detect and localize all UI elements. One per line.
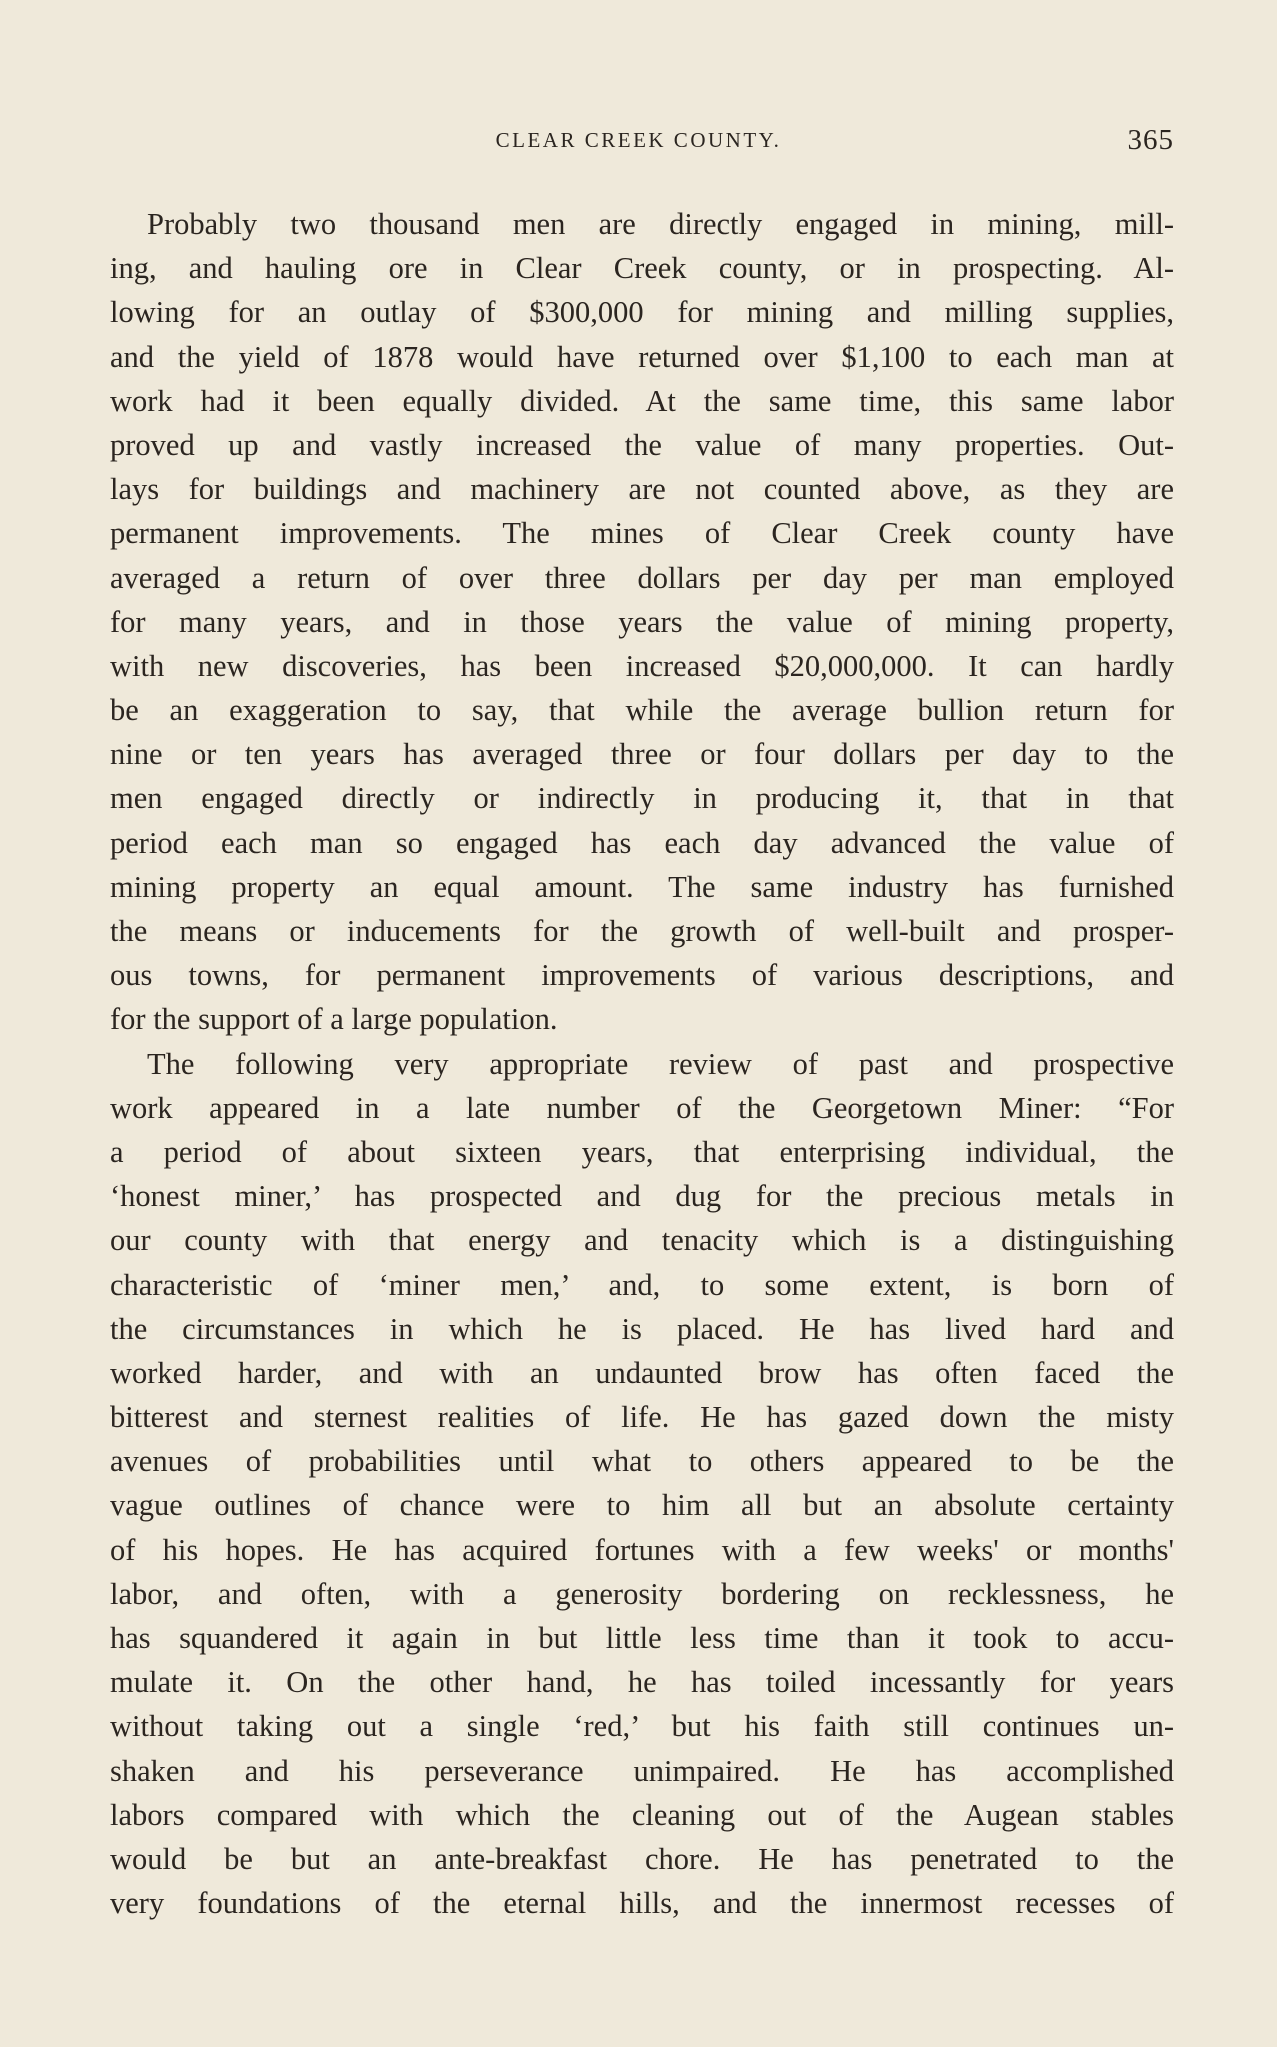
text-line: our county with that energy and tenacity which is a distinguishing [110, 1223, 1174, 1258]
text-line: averaged a return of over three dollars per day per man employed [110, 560, 1174, 595]
text-line: the means or inducements for the growth of well-built and prosper- [110, 914, 1174, 948]
text-line: ing, and hauling ore in Clear Creek county, or in prospecting. Al- [110, 251, 1174, 286]
text-line: work appeared in a late number of the Georgetown Miner: “For [110, 1090, 1174, 1125]
running-head [0, 124, 1277, 156]
text-line: Probably two thousand men are directly engaged in mining, mill- [147, 207, 1174, 241]
text-line: worked harder, and with an undaunted brow has often faced the [110, 1355, 1174, 1390]
body-text [110, 202, 1174, 1925]
text-line: The following very appropriate review of past and prospective [147, 1046, 1174, 1081]
text-line: period each man so engaged has each day advanced the value of [110, 825, 1174, 860]
text-line: lowing for an outlay of $300,000 for mining and milling supplies, [110, 295, 1174, 330]
text-line: avenues of probabilities until what to others appeared to be the [110, 1444, 1174, 1479]
text-line: has squandered it again in but little less time than it took to accu- [110, 1621, 1174, 1655]
text-line: ‘honest miner,’ has prospected and dug for the precious metals in [110, 1179, 1174, 1214]
text-line: nine or ten years has averaged three or four dollars per day to the [110, 737, 1174, 772]
text-line: mining property an equal amount. The same industry has furnished [110, 869, 1174, 904]
text-line: vague outlines of chance were to him all but an absolute certainty [110, 1488, 1174, 1523]
text-line: shaken and his perseverance unimpaired. He has accomplished [110, 1753, 1174, 1788]
text-line: work had it been equally divided. At the same time, this same labor [110, 383, 1174, 418]
running-title: CLEAR CREEK COUNTY. [495, 128, 782, 152]
text-line: and the yield of 1878 would have returned over $1,100 to each man at [110, 339, 1174, 374]
text-line: proved up and vastly increased the value of many properties. Out- [110, 427, 1174, 462]
text-line: for many years, and in those years the value of mining property, [110, 604, 1174, 639]
text-line: be an exaggeration to say, that while the average bullion return for [110, 693, 1174, 728]
text-line: labor, and often, with a generosity bordering on recklessness, he [110, 1576, 1174, 1611]
text-line: without taking out a single ‘red,’ but his faith still continues un- [110, 1709, 1174, 1744]
text-line: for the support of a large population. [110, 1002, 558, 1037]
text-line: a period of about sixteen years, that enterprising individual, the [110, 1134, 1174, 1169]
text-line: very foundations of the eternal hills, and the innermost recesses of [110, 1886, 1174, 1921]
text-line: of his hopes. He has acquired fortunes with a few weeks' or months' [110, 1532, 1174, 1567]
text-line: would be but an ante-breakfast chore. He has penetrated to the [110, 1841, 1174, 1876]
text-line: bitterest and sternest realities of life. He has gazed down the misty [110, 1400, 1174, 1435]
text-line: labors compared with which the cleaning out of the Augean stables [110, 1797, 1174, 1832]
text-line: lays for buildings and machinery are not counted above, as they are [110, 472, 1174, 507]
page-number: 365 [1127, 124, 1174, 156]
text-line: permanent improvements. The mines of Clear Creek county have [110, 516, 1174, 551]
text-line: with new discoveries, has been increased $20,000,000. It can hardly [110, 648, 1174, 683]
text-line: characteristic of ‘miner men,’ and, to some extent, is born of [110, 1267, 1174, 1302]
text-line: ous towns, for permanent improvements of various descriptions, and [110, 958, 1174, 993]
text-line: the circumstances in which he is placed. He has lived hard and [110, 1311, 1174, 1346]
text-line: mulate it. On the other hand, he has toiled incessantly for years [110, 1665, 1174, 1700]
text-line: men engaged directly or indirectly in producing it, that in that [110, 781, 1174, 816]
